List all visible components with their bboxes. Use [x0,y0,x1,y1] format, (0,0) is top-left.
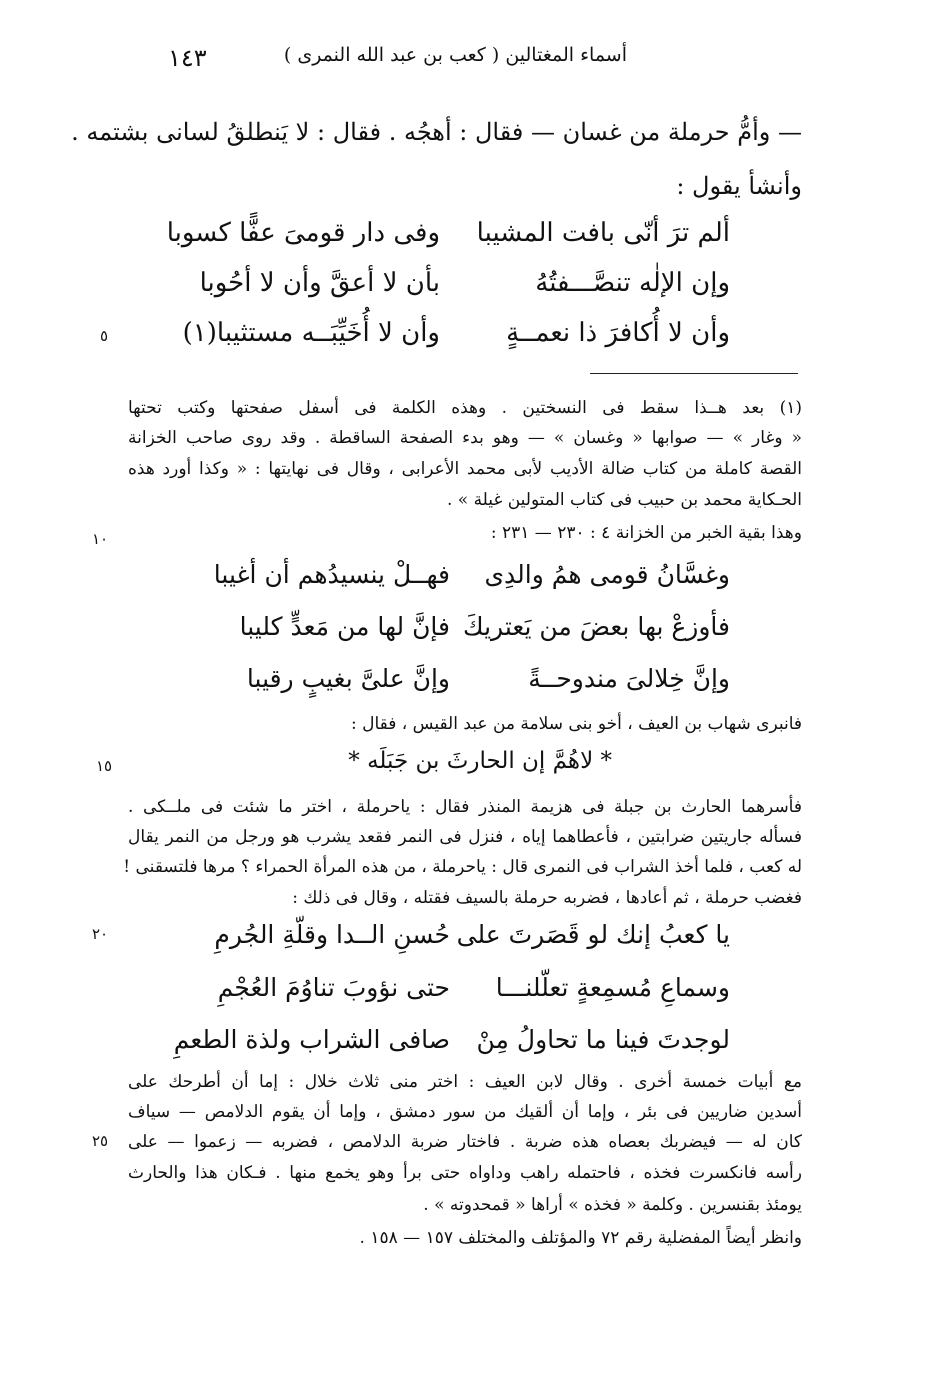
verse-hemistich-left: حُسنِ الــدا وقلّةِ الجُرمِ [214,920,450,949]
running-title: أسماء المغتالين ( كعب بن عبد الله النمرى ) [283,44,627,66]
footnote-line: أسدين ضاريين فى بئر ، وإما أن ألقيك من سور دمشق ، وإما أن يقوم الدلامص — سياف [128,1102,802,1122]
line-number: ٢٠ [92,925,109,943]
verse-hemistich-right: وأن لا أُكافرَ ذا نعمــةٍ [506,318,730,348]
footnote-line: فانبرى شهاب بن العيف ، أخو بنى سلامة من عبد القيس ، فقال : [350,714,802,734]
line-number: ٢٥ [92,1132,109,1150]
footnote-line: فغضب حرملة ، ثم أعادها ، فضربه حرملة بالسيف فقتله ، وقال فى ذلك : [292,888,802,908]
footnote-line: مع أبيات خمسة أخرى . وقال لابن العيف : اختر منى ثلاث خلال : إما أن أطرحك على [128,1072,802,1092]
footnote-line: القصة كاملة من كتاب ضالة الأديب لأبى محمد الأعرابى ، وقال فى نهايتها : « وكذا أورد هذه [128,459,802,479]
footnote-line: يومئذ بقنسرين . وكلمة « فخذه » أراها « قمحدوته » . [423,1195,802,1215]
footnote-line: فسأله جاريتين ضرابتين ، فأعطاهما إياه ، فنزل فى النمر فقعد يشرب هو ورجل من النمر يقال [128,827,802,847]
verse-hemistich-right: وغسَّانُ قومى همُ والدِى [484,560,730,589]
verse-hemistich-left: وأن لا أُخَيِّبَــه مستثيبا(١) [182,318,440,348]
verse-hemistich-right: لوجدتَ فينا ما تحاولُ مِنْ [476,1025,730,1054]
footnote-line: كان له — فيضربك بعصاه هذه ضربة . فاختار ضربة الدلامص ، فضربه — زعموا — على [128,1132,802,1152]
verse-hemistich-right: فأوزعْ بها بعضَ من يَعتريكَ [463,612,730,641]
line-number: ١٥ [96,757,113,775]
footnote-separator [590,373,798,374]
page-number: ١٤٣ [168,44,207,72]
verse-hemistich-right: يا كعبُ إنك لو قَصَرتَ على [456,920,730,949]
footnote-line: وهذا بقية الخبر من الخزانة ٤ : ٢٣٠ — ٢٣١ : [490,523,802,543]
verse-hemistich-right: ألم ترَ أنّى بافت المشيبا [476,218,730,248]
footnote-line: له كعب ، فلما أخذ الشراب فى النمرى قال : ياحرملة ، من هذه المرأة الحمراء ؟ مرها فلتسقنى ! [123,857,802,877]
footnote-line: فأسرهما الحارث بن جبلة فى هزيمة المنذر فقال : ياحرملة ، اختر ما شئت فى ملــكى . [128,797,802,817]
footnote-line: (١) بعد هــذا سقط فى النسختين . وهذه الكلمة فى أسفل صفحتها وكتب تحتها [128,398,802,418]
verse-hemistich-left: فهــلْ ينسيدُهم أن أغيبا [213,560,450,589]
footnote-line: الحـكاية محمد بن حبيب فى كتاب المتولين غيلة » . [446,490,802,510]
verse-hemistich-left: وإنَّ علىَّ بغيبٍ رقيبا [246,664,450,693]
verse-hemistich-left: بأن لا أعقَّ وأن لا أحُوبا [199,268,440,298]
verse-hemistich-right: وسماعِ مُسمِعةٍ تعلّلنـــا [495,973,730,1002]
line-number: ٥ [100,327,109,345]
line-number: ١٠ [92,530,109,548]
body-line: — وأمُّ حرملة من غسان — فقال : أهجُه . فقال : لا يَنطلقُ لسانى بشتمه . [71,118,802,146]
verse-hemistich-right: وإنَّ خِلالىَ مندوحــةً [528,664,730,693]
verse-hemistich-right: وإن الإلٰه تنصَّـــفتُهُ [535,268,730,298]
body-line: وأنشأ يقول : [676,172,802,200]
half-verse: * لاهُمَّ إن الحارثَ بن جَبَلَه * [348,748,612,774]
footnote-line: « وغار » — صوابها « وغسان » — وهو بدء الصفحة الساقطة . وقد روى صاحب الخزانة [128,428,802,448]
verse-hemistich-left: حتى نؤوبَ تناوُمَ العُجْمِ [217,973,450,1002]
footnote-line: وانظر أيضاً المفضلية رقم ٧٢ والمؤتلف والمختلف ١٥٧ — ١٥٨ . [359,1228,802,1248]
footnote-line: رأسه فانكسرت فخذه ، فاحتمله راهب وداواه حتى برأ وهو يخمع منها . فـكان هذا والحارث [128,1163,802,1183]
verse-hemistich-left: صافى الشراب ولذة الطعمِ [173,1025,450,1054]
verse-hemistich-left: وفى دار قومىَ عفًّا كسوبا [166,218,440,248]
verse-hemistich-left: فإنَّ لها من مَعدٍّ كليبا [239,612,450,641]
